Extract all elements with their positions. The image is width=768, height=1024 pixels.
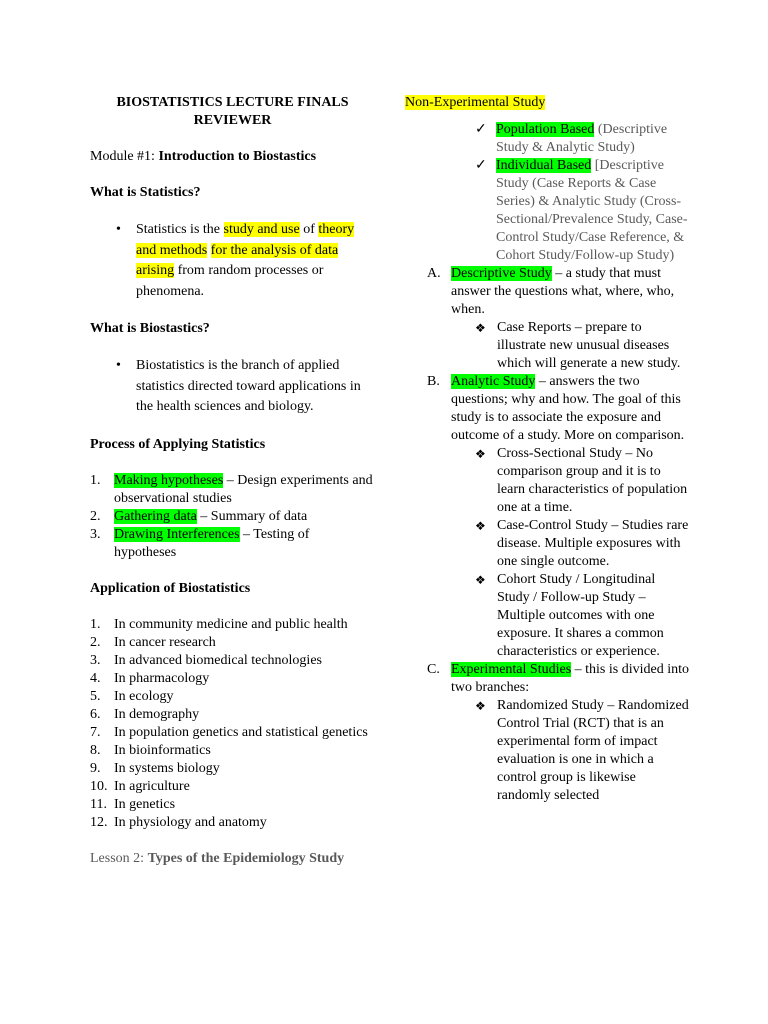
sub-study-list [451, 697, 690, 805]
application-item [90, 796, 375, 814]
check-highlight: Population Based [496, 122, 595, 137]
process-text: – Summary of data [196, 508, 308, 524]
list-number: 8. [90, 742, 101, 758]
statistics-definition-list [90, 220, 375, 302]
title-line-1: BIOSTATISTICS LECTURE FINALS [116, 95, 349, 110]
sub-study-text: Case Reports – prepare to illustrate new unusual diseases which will generate a new study. [497, 320, 681, 371]
sub-study-text: Randomized Study – Randomized Control Trial (RCT) that is an experimental form of impact evaluation is one in which a control group is likewise randomly selected [497, 698, 689, 803]
check-text: (Descriptive Study & Analytic Study) [496, 122, 668, 155]
application-item [90, 724, 375, 742]
process-item [90, 526, 375, 562]
list-number: 5. [90, 688, 101, 704]
application-text: In physiology and anatomy [114, 814, 267, 830]
study-type-item [405, 373, 690, 661]
checkmark-icon: ✓ [475, 158, 487, 173]
sub-study-list [451, 445, 690, 661]
application-item [90, 670, 375, 688]
left-column [90, 94, 375, 868]
application-text: In ecology [114, 688, 174, 704]
list-number: 4. [90, 670, 101, 686]
biostatistics-question: What is Biostastics? [90, 321, 210, 336]
diamond-bullet-icon: ❖ [475, 699, 486, 713]
diamond-bullet-icon: ❖ [475, 519, 486, 533]
sub-study-list [451, 319, 690, 373]
list-number: 10. [90, 778, 108, 794]
statistics-question: What is Statistics? [90, 185, 201, 200]
lesson-heading [90, 850, 375, 868]
lesson-prefix: Lesson 2: [90, 850, 148, 866]
study-type-highlight: Experimental Studies [451, 662, 572, 677]
list-number: 9. [90, 760, 101, 776]
sub-study-item [451, 445, 690, 517]
application-item [90, 760, 375, 778]
application-text: In genetics [114, 796, 176, 812]
list-number: 3. [90, 652, 101, 668]
lesson-title: Types of the Epidemiology Study [147, 850, 345, 866]
sub-study-text: Cross-Sectional Study – No comparison group and it is to learn characteristics of population one at a time. [497, 446, 688, 515]
application-item [90, 688, 375, 706]
application-text: In agriculture [114, 778, 190, 794]
list-number: 2. [90, 508, 101, 524]
biostatistics-definition: • Biostatistics is the branch of applied statistics directed toward applications in the health sciences and biology. [116, 358, 361, 414]
application-item [90, 706, 375, 724]
highlight-study-and-use: study and use [223, 222, 300, 237]
list-number: 1. [90, 616, 101, 632]
application-item [90, 778, 375, 796]
check-highlight: Individual Based [496, 158, 592, 173]
study-type-item [405, 661, 690, 805]
list-number: 7. [90, 724, 101, 740]
application-item [90, 616, 375, 634]
process-highlight: Making hypotheses [114, 472, 224, 488]
application-item [90, 814, 375, 832]
application-heading: Application of Biostatistics [90, 580, 251, 596]
process-heading: Process of Applying Statistics [90, 436, 266, 452]
process-highlight: Gathering data [114, 508, 197, 524]
section-letter: C. [427, 662, 440, 677]
highlight-theory-and-methods: theory and methods [136, 222, 355, 258]
list-number: 12. [90, 814, 108, 830]
diamond-bullet-icon: ❖ [475, 447, 486, 461]
process-list [90, 472, 375, 562]
sub-study-item [451, 571, 690, 661]
process-item [90, 508, 375, 526]
module-heading [90, 148, 375, 166]
process-text: – Testing of hypotheses [114, 526, 310, 560]
section-letter: A. [427, 266, 441, 281]
right-column [405, 94, 690, 805]
application-text: In population genetics and statistical genetics [114, 724, 368, 740]
list-number: 11. [90, 796, 107, 812]
statistics-definition: • Statistics is the study and use of theory and methods for the analysis of data arising from random processes or phenomena. [116, 222, 355, 299]
diamond-bullet-icon: ❖ [475, 321, 486, 335]
biostatistics-definition-list [90, 356, 375, 418]
process-item [90, 472, 375, 508]
study-type-description: – this is divided into two branches: [451, 662, 689, 695]
study-type-description: – answers the two questions; why and how. The goal of this study is to associate the exposure and outcome of a study. More on comparison. [451, 374, 685, 443]
study-type-highlight: Descriptive Study [451, 266, 552, 281]
application-list [90, 616, 375, 832]
process-highlight: Drawing Interferences [114, 526, 240, 542]
checkmark-icon: ✓ [475, 122, 487, 137]
check-item [405, 157, 690, 265]
sub-study-item [451, 319, 690, 373]
check-text: [Descriptive Study (Case Reports & Case Series) & Analytic Study (Cross-Sectional/Prevalence Study, Case-Control Study/Case Reference, & Cohort Study/Follow-up Study) [496, 158, 688, 263]
process-text: – Design experiments and observational studies [114, 472, 373, 506]
list-number: 3. [90, 526, 101, 542]
module-prefix: Module #1: [90, 149, 159, 164]
study-type-item [405, 265, 690, 373]
diamond-bullet-icon: ❖ [475, 573, 486, 587]
application-text: In demography [114, 706, 200, 722]
application-item [90, 634, 375, 652]
application-item [90, 652, 375, 670]
bullet-icon: • [116, 222, 121, 237]
bullet-icon: • [116, 358, 121, 373]
application-text: In cancer research [114, 634, 216, 650]
application-text: In advanced biomedical technologies [114, 652, 322, 668]
list-number: 1. [90, 472, 101, 488]
document-title [90, 94, 375, 130]
application-item [90, 742, 375, 760]
sub-study-text: Case-Control Study – Studies rare disease. Multiple exposures with one single outcome. [497, 518, 689, 569]
module-title: Introduction to Biostastics [158, 149, 317, 164]
study-type-highlight: Analytic Study [451, 374, 536, 389]
study-type-description: – a study that must answer the questions what, where, who, when. [451, 266, 675, 317]
highlight-analysis-of-data: for the analysis of data arising [136, 242, 339, 278]
section-letter: B. [427, 374, 440, 389]
check-list [405, 121, 690, 265]
nonexperimental-heading: Non-Experimental Study [405, 95, 546, 110]
study-type-list [405, 265, 690, 805]
application-text: In bioinformatics [114, 742, 211, 758]
application-text: In community medicine and public health [114, 616, 348, 632]
sub-study-item [451, 517, 690, 571]
application-text: In pharmacology [114, 670, 210, 686]
title-line-2: REVIEWER [193, 113, 272, 128]
sub-study-item [451, 697, 690, 805]
sub-study-text: Cohort Study / Longitudinal Study / Follow-up Study – Multiple outcomes with one exposure. It shares a common characteristics or experience. [497, 572, 664, 659]
application-text: In systems biology [114, 760, 220, 776]
list-number: 6. [90, 706, 101, 722]
list-number: 2. [90, 634, 101, 650]
check-item [405, 121, 690, 157]
